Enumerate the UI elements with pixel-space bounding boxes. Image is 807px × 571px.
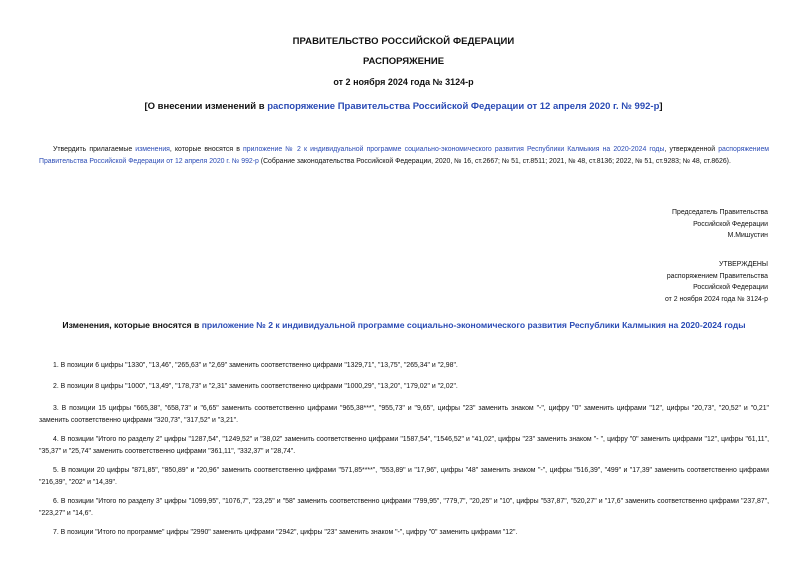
- changes-title-prefix: Изменения, которые вносятся в: [62, 320, 202, 330]
- intro-text-3: , утвержденной: [664, 146, 719, 153]
- document-title-prefix: [О внесении изменений в: [144, 101, 268, 112]
- approval-heading: УТВЕРЖДЕНЫ: [719, 261, 768, 268]
- approval-line-3: Российской Федерации: [693, 284, 768, 291]
- signature-position: Председатель Правительства: [672, 209, 768, 216]
- intro-paragraph: [39, 144, 769, 167]
- change-item-3: 3. В позиции 15 цифры "665,38", "658,73" и "6,65" заменить соответственно цифрами "965,38***", "955,73" и "9,65", цифры "23" заменить знаком "-", цифру "0" заменить цифрами "12", цифры "20,73", "20,52" и "0,21" заменить соответственно цифрами "320,73", "317,52" и "3,21".: [39, 405, 769, 424]
- approval-line-2: распоряжением Правительства: [666, 272, 768, 280]
- title-link-order-992[interactable]: распоряжение Правительства Российской Федерации от 12 апреля 2020 г. № 992-р: [267, 101, 660, 112]
- document-date-number: от 2 ноября 2024 года № 3124-р: [333, 77, 474, 87]
- approval-block: [508, 259, 768, 305]
- change-item-4: 4. В позиции "Итого по разделу 2" цифры "1287,54", "1249,52" и "38,02" заменить соответственно цифрами "1587,54", "1546,52" и "41,02", цифры "23" заменить знаком "- ", цифру "0" заменить цифрами "12", цифры "61,11", "35,37" и "25,74" заменить соответственно цифрами "361,11", "332,37" и "28,74".: [39, 436, 769, 455]
- link-changes[interactable]: изменения: [135, 146, 170, 153]
- change-item-6: 6. В позиции "Итого по разделу 3" цифры "1099,95", "1076,7", "23,25" и "58" заменить соответственно цифрами "799,95", "779,7", "20,25" и "10", цифры "537,87", "520,27" и "17,6" заменить соответственно цифрами "237,87", "223,27" и "14,6".: [39, 498, 769, 517]
- document-title: [0, 101, 807, 112]
- link-order-992[interactable]: распоряжением Правительства Российской Федерации от 12 апреля 2020 г. № 992-р: [39, 146, 770, 165]
- change-item-7: 7. В позиции "Итого по программе" цифры "2990" заменить цифрами "2942", цифры "23" заменить знаком "-", цифру "0" заменить цифрами "12".: [53, 529, 518, 536]
- issuing-authority: ПРАВИТЕЛЬСТВО РОССИЙСКОЙ ФЕДЕРАЦИИ: [292, 36, 515, 47]
- change-item-5: 5. В позиции 20 цифры "871,85", "850,89" и "20,96" заменить соответственно цифрами "571,85****", "553,89" и "17,96", цифры "48" заменить знаком "-", цифры "516,39", "499" и "17,39" заменить соответственно цифрами "216,39", "202" и "14,39".: [39, 467, 769, 486]
- approval-date: от 2 ноября 2024 года № 3124-р: [664, 295, 768, 303]
- change-item-2: 2. В позиции 8 цифры "1000", "13,49", "178,73" и "2,31" заменить соответственно цифрами "1000,29", "13,20", "179,02" и "2,02".: [53, 383, 458, 390]
- changes-title: [39, 320, 769, 330]
- change-item-1: 1. В позиции 6 цифры "1330", "13,46", "265,63" и "2,69" заменить соответственно цифрами "1329,71", "13,75", "265,34" и "2,98".: [53, 362, 458, 369]
- intro-text-1: Утвердить прилагаемые: [53, 146, 136, 153]
- signature-name: М.Мишустин: [727, 232, 768, 239]
- signature-block: [508, 207, 768, 242]
- intro-text-4: (Собрание законодательства Российской Федерации, 2020, № 16, ст.2667; № 51, ст.8511; 2021, № 48, ст.8136; 2022, № 51, ст.9283; № 48, ст.8626).: [258, 157, 731, 165]
- signature-position-2: Российской Федерации: [693, 220, 768, 228]
- intro-text-2: , которые вносятся в: [169, 146, 243, 153]
- changes-title-link[interactable]: приложение № 2 к индивидуальной программе социально-экономического развития Республики Калмыкия на 2020-2024 годы: [201, 320, 746, 330]
- link-appendix-2[interactable]: приложение № 2 к индивидуальной программе социально-экономического развития Республики Калмыкия на 2020-2024 годы: [243, 146, 665, 153]
- document-type: РАСПОРЯЖЕНИЕ: [362, 56, 445, 67]
- document-title-suffix: ]: [659, 101, 663, 112]
